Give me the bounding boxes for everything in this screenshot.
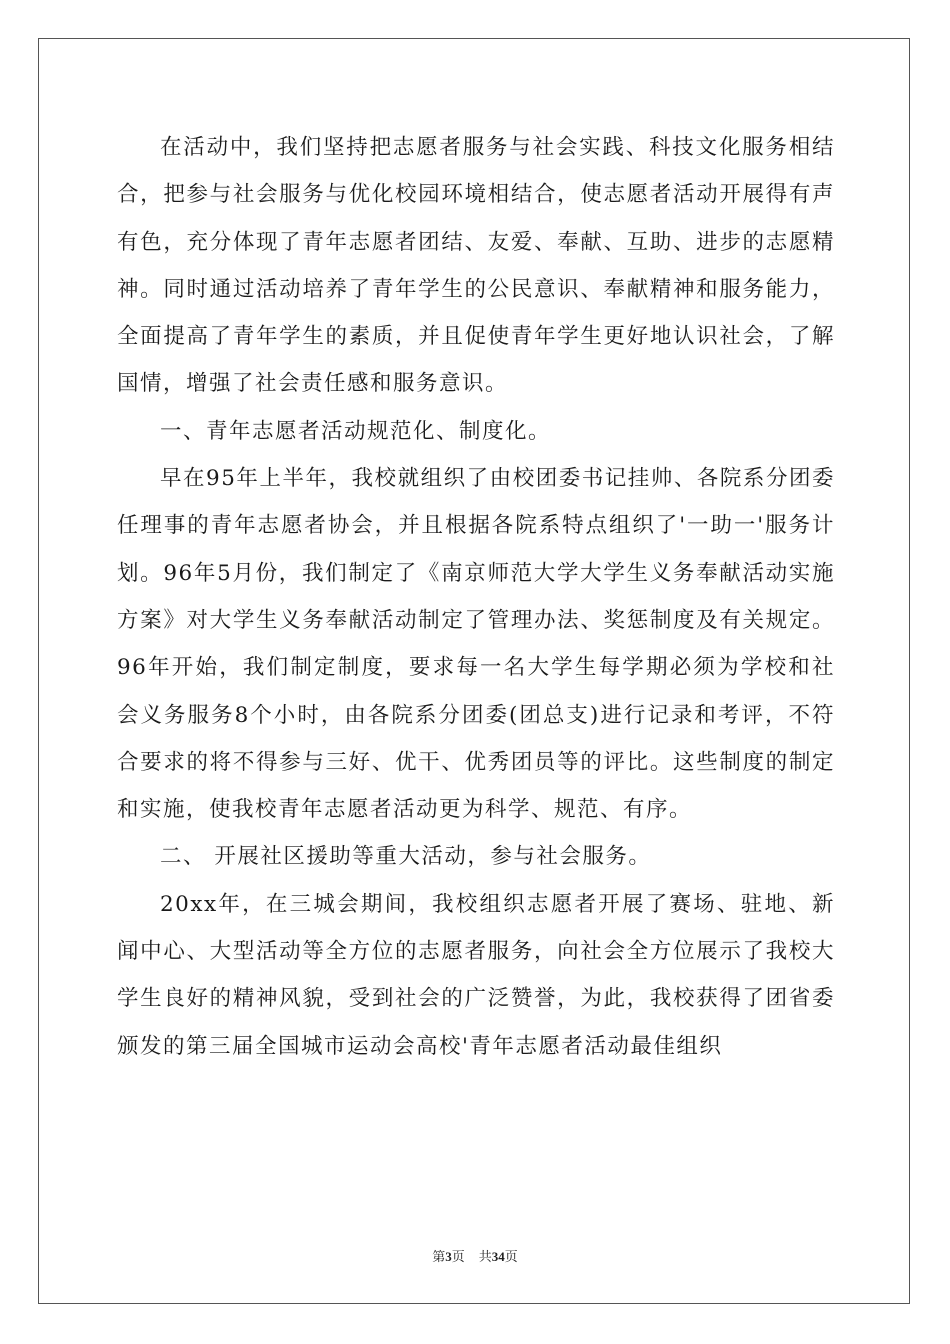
page-footer	[0, 1246, 950, 1265]
paragraph-institutionalization: 早在95年上半年，我校就组织了由校团委书记挂帅、各院系分团委任理事的青年志愿者协会，并且根据各院系特点组织了'一助一'服务计划。96年5月份，我们制定了《南京师范大学大学生义务奉献活动实施方案》对大学生义务奉献活动制定了管理办法、奖惩制度及有关规定。96年开始，我们制定制度，要求每一名大学生每学期必须为学校和社会义务服务8个小时，由各院系分团委(团总支)进行记录和考评，不符合要求的将不得参与三好、优干、优秀团员等的评比。这些制度的制定和实施，使我校青年志愿者活动更为科学、规范、有序。	[117, 466, 835, 823]
footer-total-suffix: 页	[504, 1249, 518, 1264]
heading-section-two: 二、 开展社区援助等重大活动，参与社会服务。	[160, 844, 652, 870]
footer-current-page: 3	[445, 1249, 452, 1264]
paragraph-volunteer-summary: 在活动中，我们坚持把志愿者服务与社会实践、科技文化服务相结合，把参与社会服务与优化校园环境相结合，使志愿者活动开展得有声有色，充分体现了青年志愿者团结、友爱、奉献、互助、进步的志愿精神。同时通过活动培养了青年学生的公民意识、奉献精神和服务能力，全面提高了青年学生的素质，并且促使青年学生更好地认识社会，了解国情，增强了社会责任感和服务意识。	[117, 135, 835, 397]
document-body	[117, 124, 835, 1070]
footer-total-prefix: 共	[478, 1249, 492, 1264]
footer-total-pages: 34	[491, 1249, 505, 1264]
footer-page-prefix: 第	[432, 1249, 446, 1264]
footer-page-word: 页	[451, 1249, 465, 1264]
paragraph-city-games: 20xx年，在三城会期间，我校组织志愿者开展了赛场、驻地、新闻中心、大型活动等全方位的志愿者服务，向社会全方位展示了我校大学生良好的精神风貌，受到社会的广泛赞誉，为此，我校获得了团省委颁发的第三届全国城市运动会高校'青年志愿者活动最佳组织	[117, 891, 835, 1059]
heading-section-one: 一、青年志愿者活动规范化、制度化。	[160, 418, 552, 444]
